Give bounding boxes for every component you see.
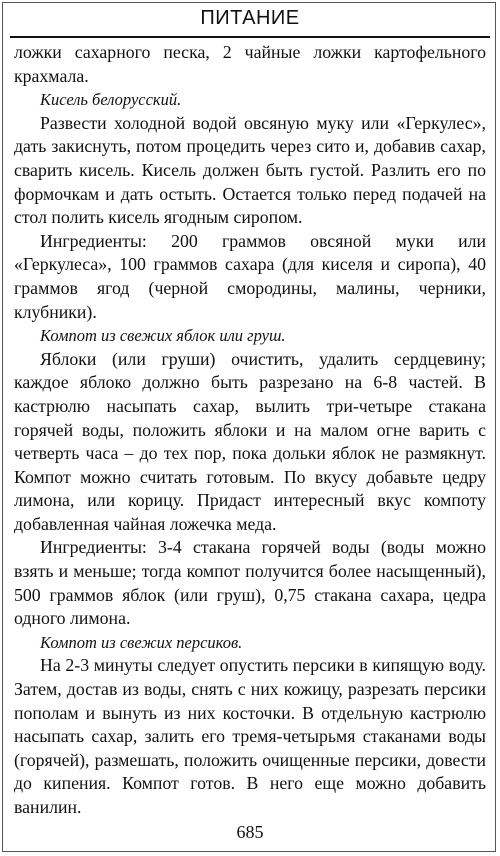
paragraph-apple-compote-ingredients: Ингредиенты: 3-4 стакана горячей воды (воды можно взять и меньше; тогда компот получится более насыщенный), 500 граммов яблок (или груш), 0,75 стакана сахара, цедра одного лимона. bbox=[14, 537, 486, 629]
paragraph-continuation: ложки сахарного песка, 2 чайные ложки картофельного крахмала. bbox=[14, 42, 486, 86]
recipe-title-apple-compote: Компот из свежих яблок или груш. bbox=[40, 326, 286, 346]
paragraph-peach-compote-method: На 2-3 минуты следует опустить персики в кипящую воду. Затем, достав из воды, снять с них кожицу, разрезать персики пополам и вынуть из них косточки. В отдельную кастрюлю насыпать сахар, залить его тремя-четырьмя стаканами воды (горячей), размешать, положить очищенные персики, довести до кипения. Компот готов. В него еще можно добавить ванилин. bbox=[14, 655, 486, 817]
header-rule bbox=[10, 36, 490, 38]
page-header bbox=[0, 2, 500, 36]
page-number: 685 bbox=[236, 822, 264, 842]
recipe-title-peach-compote: Компот из свежих персиков. bbox=[40, 632, 243, 652]
page-body bbox=[14, 41, 486, 820]
recipe-title-kisel: Кисель белорусский. bbox=[40, 90, 182, 110]
paragraph-apple-compote-method: Яблоки (или груши) очистить, удалить сердцевину; каждое яблоко должно быть разрезано на 6-8 частей. В кастрюлю насыпать сахар, вылить три-четыре стакана горячей воды, положить яблоки и на малом огне варить с четверть часа – до тех пор, пока дольки яблок не размякнут. Компот можно считать готовым. По вкусу добавьте цедру лимона, или корицу. Придаст интересный вкус компоту добавленная чайная ложечка меда. bbox=[14, 348, 486, 534]
paragraph-kisel-ingredients: Ингредиенты: 200 граммов овсяной муки или «Геркулеса», 100 граммов сахара (для киселя и сиропа), 40 граммов ягод (черной смородины, малины, черники, клубники). bbox=[14, 230, 486, 322]
running-head-title: ПИТАНИЕ bbox=[200, 7, 300, 29]
paragraph-kisel-method: Развести холодной водой овсяную муку или «Геркулес», дать закиснуть, потом процедить через сито и, добавив сахар, сварить кисель. Кисель должен быть густой. Разлить его по формочкам и дать остыть. Остается только перед подачей на стол полить кисель ягодным сиропом. bbox=[14, 112, 486, 228]
